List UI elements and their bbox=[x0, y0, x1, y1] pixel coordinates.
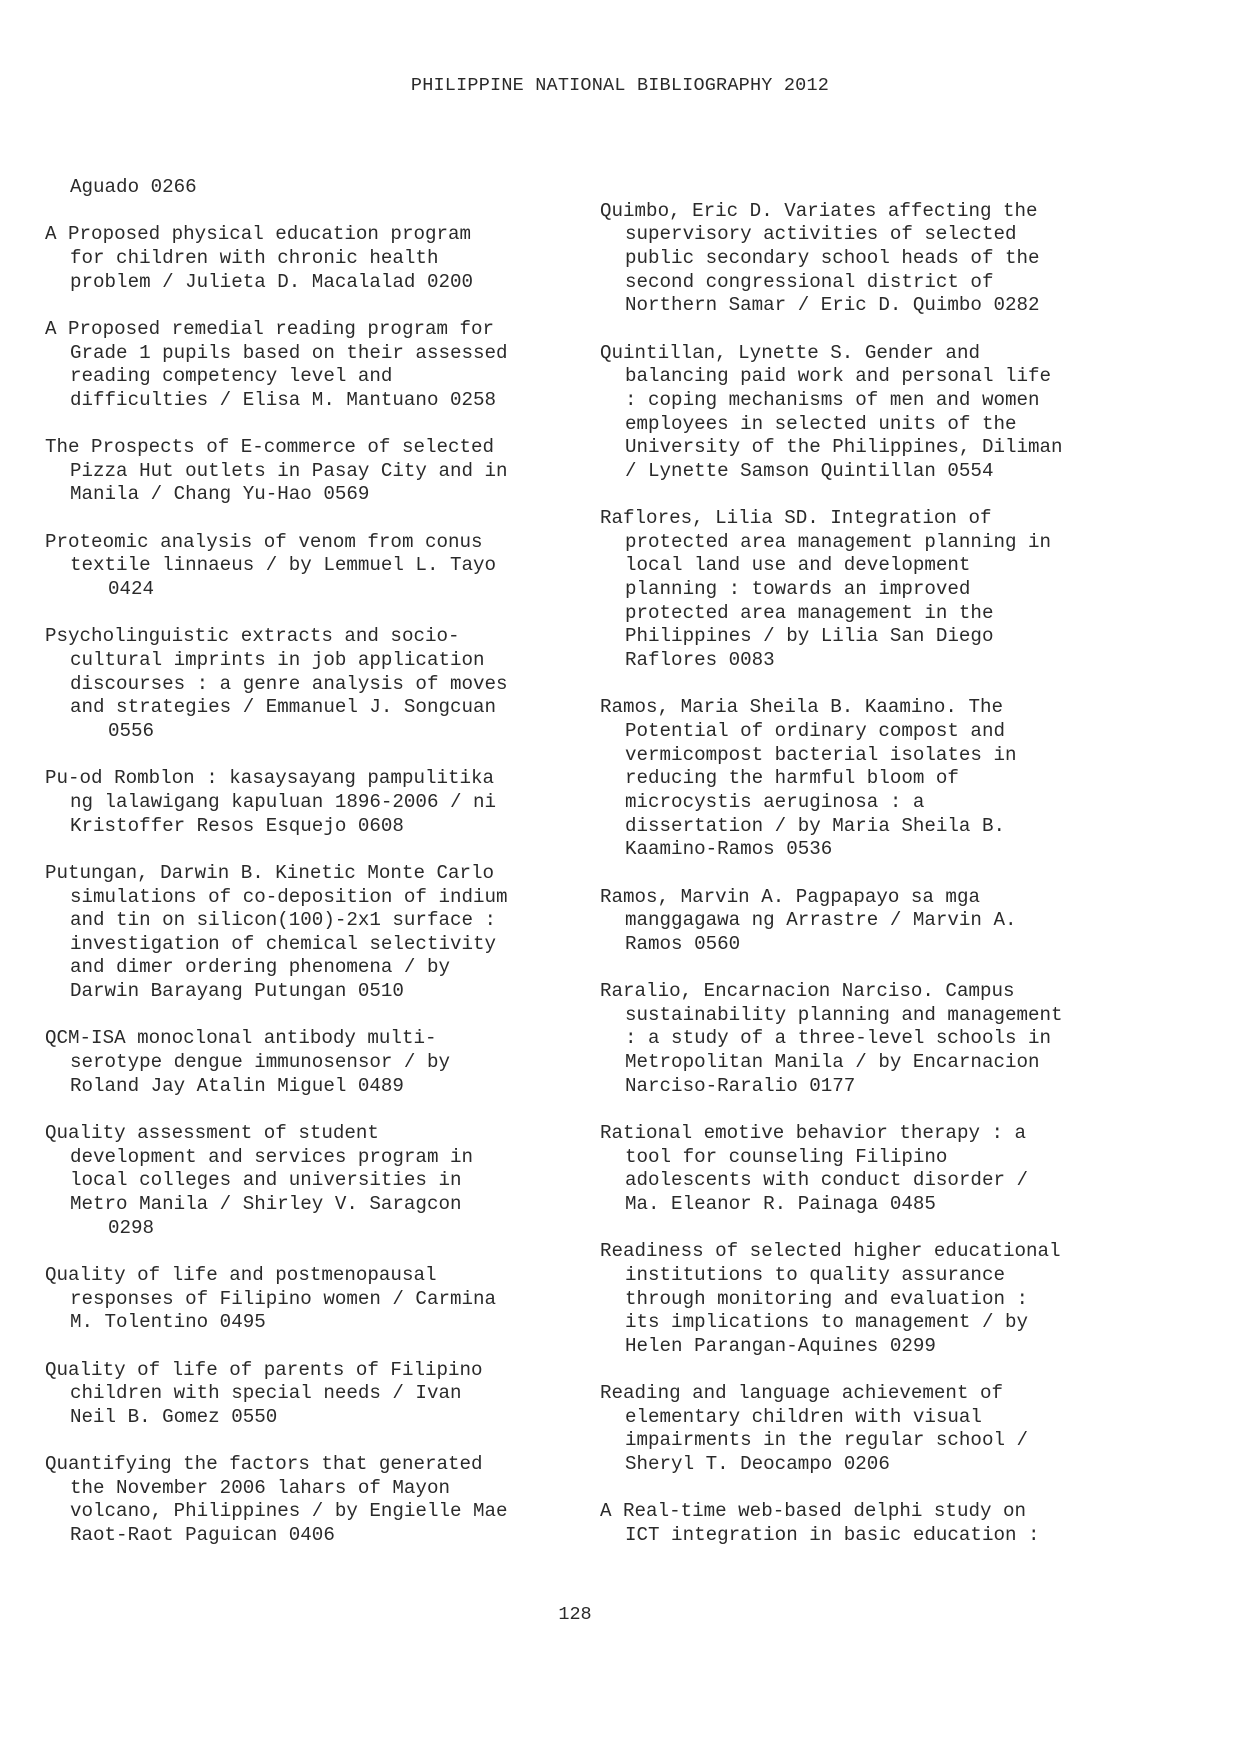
entry-line: University of the Philippines, Diliman bbox=[625, 436, 1063, 459]
entry-line: vermicompost bacterial isolates in bbox=[625, 743, 1017, 766]
entry-line: Ramos, Maria Sheila B. Kaamino. The bbox=[600, 696, 1004, 719]
entry-line: : coping mechanisms of men and women bbox=[625, 388, 1040, 411]
entry-line: Quality of life and postmenopausal bbox=[45, 1263, 437, 1286]
entry-line: local colleges and universities in bbox=[70, 1169, 462, 1192]
entry-line: Psycholinguistic extracts and socio- bbox=[45, 625, 460, 648]
entry-line: second congressional district of bbox=[625, 270, 994, 293]
entry-line: Philippines / by Lilia San Diego bbox=[625, 625, 994, 648]
entry-line: protected area management planning in bbox=[625, 530, 1052, 553]
entry-line: reading competency level and bbox=[70, 365, 393, 388]
entry-line: Raflores 0083 bbox=[625, 649, 775, 671]
entry-line: Quintillan, Lynette S. Gender and bbox=[600, 341, 980, 364]
entry-line: planning : towards an improved bbox=[625, 578, 971, 601]
entry-line: / Lynette Samson Quintillan 0554 bbox=[625, 459, 994, 482]
entry-line: serotype dengue immunosensor / by bbox=[70, 1051, 450, 1074]
entry-line: Rational emotive behavior therapy : a bbox=[600, 1122, 1027, 1144]
entry-line: Kristoffer Resos Esquejo 0608 bbox=[70, 814, 404, 837]
entry-line: microcystis aeruginosa : a bbox=[625, 790, 925, 813]
entry-line: its implications to management / by bbox=[625, 1311, 1029, 1334]
entry-line: and tin on silicon(100)-2x1 surface : bbox=[70, 909, 497, 932]
entry-line: protected area management in the bbox=[625, 601, 994, 624]
entry-line: Quimbo, Eric D. Variates affecting the bbox=[600, 199, 1038, 222]
entry-line: Quantifying the factors that generated bbox=[45, 1453, 483, 1476]
entry-line: Raflores, Lilia SD. Integration of bbox=[600, 507, 992, 530]
page-number: 128 bbox=[558, 1604, 592, 1625]
entry-line: employees in selected units of the bbox=[625, 412, 1017, 435]
entry-line: dissertation / by Maria Sheila B. bbox=[625, 814, 1005, 837]
entry-line: 0298 bbox=[108, 1216, 155, 1239]
entry-line: : a study of a three-level schools in bbox=[625, 1027, 1052, 1050]
entry-line: ng lalawigang kapuluan 1896-2006 / ni bbox=[70, 790, 497, 813]
entry-line: public secondary school heads of the bbox=[625, 246, 1040, 269]
entry-line: responses of Filipino women / Carmina bbox=[70, 1287, 497, 1310]
entry-line: Grade 1 pupils based on their assessed bbox=[70, 341, 508, 364]
entry-line: children with special needs / Ivan bbox=[70, 1382, 462, 1405]
entry-line: sustainability planning and management bbox=[625, 1003, 1063, 1026]
entry-line: reducing the harmful bloom of bbox=[625, 767, 959, 790]
entry-line: Readiness of selected higher educational bbox=[600, 1240, 1061, 1263]
entry-line: Raralio, Encarnacion Narciso. Campus bbox=[600, 980, 1015, 1003]
entry-line: 0556 bbox=[108, 719, 155, 742]
entry-line: development and services program in bbox=[70, 1145, 474, 1168]
entry-line: Kaamino-Ramos 0536 bbox=[625, 838, 833, 861]
entry-line: The Prospects of E-commerce of selected bbox=[45, 436, 495, 459]
entry-line: elementary children with visual bbox=[625, 1405, 982, 1428]
entry-line: impairments in the regular school / bbox=[625, 1429, 1029, 1452]
entry-line: local land use and development bbox=[625, 554, 971, 577]
entry-line: A Proposed physical education program bbox=[45, 223, 472, 246]
entry-line: Pu-od Romblon : kasaysayang pampulitika bbox=[45, 767, 495, 790]
entry-line: problem / Julieta D. Macalalad 0200 bbox=[70, 270, 474, 293]
entry-line: Quality assessment of student bbox=[45, 1122, 379, 1144]
entry-line: Reading and language achievement of bbox=[600, 1382, 1004, 1405]
entry-line: balancing paid work and personal life bbox=[625, 365, 1052, 388]
entry-line: Neil B. Gomez 0550 bbox=[70, 1405, 278, 1428]
entry-line: Roland Jay Atalin Miguel 0489 bbox=[70, 1074, 404, 1097]
entry-line: Quality of life of parents of Filipino bbox=[45, 1358, 483, 1381]
entry-line: and dimer ordering phenomena / by bbox=[70, 956, 450, 979]
entry-line: for children with chronic health bbox=[70, 246, 439, 269]
entry-line: Ramos, Marvin A. Pagpapayo sa mga bbox=[600, 885, 980, 908]
entry-line: Narciso-Raralio 0177 bbox=[625, 1074, 856, 1097]
entry-line: cultural imprints in job application bbox=[70, 649, 485, 671]
page-header: PHILIPPINE NATIONAL BIBLIOGRAPHY 2012 bbox=[410, 75, 830, 96]
entry-line: through monitoring and evaluation : bbox=[625, 1287, 1029, 1310]
entry-line: M. Tolentino 0495 bbox=[70, 1311, 266, 1334]
entry-line: Proteomic analysis of venom from conus bbox=[45, 530, 483, 553]
entry-line: Sheryl T. Deocampo 0206 bbox=[625, 1453, 890, 1476]
entry-line: Metro Manila / Shirley V. Saragcon bbox=[70, 1192, 462, 1215]
entry-line: discourses : a genre analysis of moves bbox=[70, 672, 508, 695]
entry-line: institutions to quality assurance bbox=[625, 1263, 1005, 1286]
entry-line: Pizza Hut outlets in Pasay City and in bbox=[70, 459, 508, 482]
entry-line: Helen Parangan-Aquines 0299 bbox=[625, 1334, 936, 1357]
entry-line: manggagawa ng Arrastre / Marvin A. bbox=[625, 909, 1017, 932]
entry-line: Ma. Eleanor R. Painaga 0485 bbox=[625, 1192, 936, 1215]
entry-line: QCM-ISA monoclonal antibody multi- bbox=[45, 1027, 437, 1050]
entry-line: the November 2006 lahars of Mayon bbox=[70, 1476, 450, 1499]
entry-line: Ramos 0560 bbox=[625, 932, 741, 955]
entry-line: ICT integration in basic education : bbox=[625, 1524, 1040, 1547]
entry-line: investigation of chemical selectivity bbox=[70, 932, 497, 955]
entry-line: Aguado 0266 bbox=[70, 176, 197, 198]
entry-line: textile linnaeus / by Lemmuel L. Tayo bbox=[70, 554, 497, 577]
entry-line: A Real-time web-based delphi study on bbox=[600, 1500, 1027, 1523]
entry-line: Metropolitan Manila / by Encarnacion bbox=[625, 1051, 1040, 1074]
entry-line: Potential of ordinary compost and bbox=[625, 719, 1005, 742]
entry-line: adolescents with conduct disorder / bbox=[625, 1169, 1029, 1192]
entry-line: Darwin Barayang Putungan 0510 bbox=[70, 980, 404, 1003]
entry-line: and strategies / Emmanuel J. Songcuan bbox=[70, 696, 497, 719]
entry-line: 0424 bbox=[108, 578, 155, 601]
entry-line: Putungan, Darwin B. Kinetic Monte Carlo bbox=[45, 861, 495, 884]
entry-line: A Proposed remedial reading program for bbox=[45, 317, 495, 340]
entry-line: supervisory activities of selected bbox=[625, 223, 1017, 246]
entry-line: Northern Samar / Eric D. Quimbo 0282 bbox=[625, 294, 1040, 317]
entry-line: difficulties / Elisa M. Mantuano 0258 bbox=[70, 388, 497, 411]
entry-line: volcano, Philippines / by Engielle Mae bbox=[70, 1500, 508, 1523]
entry-line: Raot-Raot Paguican 0406 bbox=[70, 1524, 335, 1547]
entry-line: simulations of co-deposition of indium bbox=[70, 885, 508, 908]
entry-line: Manila / Chang Yu-Hao 0569 bbox=[70, 483, 370, 506]
entry-line: tool for counseling Filipino bbox=[625, 1145, 948, 1168]
